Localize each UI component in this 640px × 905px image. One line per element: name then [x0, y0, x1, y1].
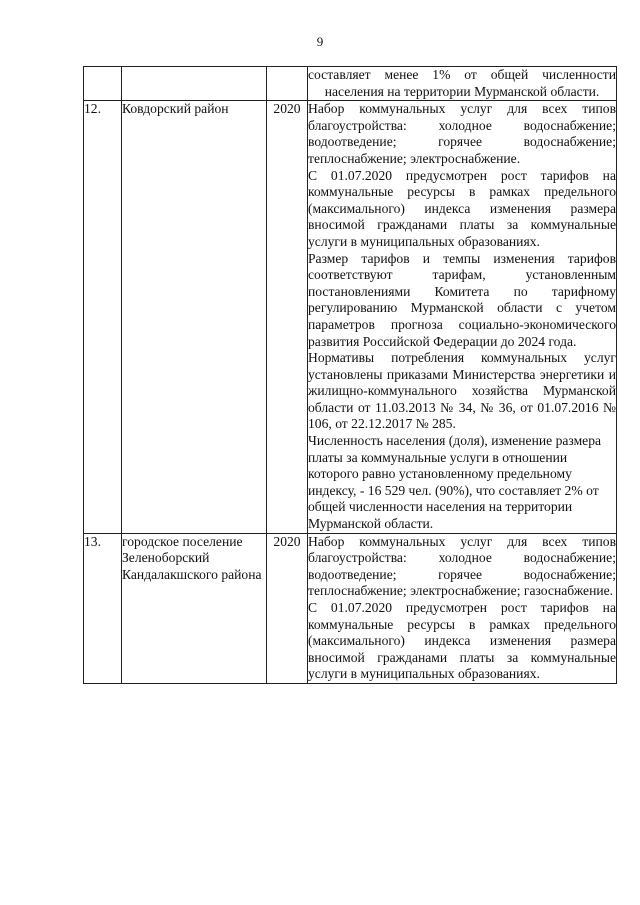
- row-year: 2020: [267, 101, 308, 533]
- description-cell: [308, 67, 617, 101]
- table-row: [84, 533, 617, 683]
- description-cell: [308, 533, 617, 683]
- table-row: [84, 101, 617, 533]
- municipality-name: Ковдорский район: [122, 101, 267, 533]
- description-paragraph: Набор коммунальных услуг для всех типов благоустройства: холодное водоснабжение; водоотведение; горячее водоснабжение; теплоснабжение; электроснабжение.: [308, 101, 616, 166]
- municipality-name: [122, 67, 267, 101]
- row-year: [267, 67, 308, 101]
- description-paragraph: Набор коммунальных услуг для всех типов благоустройства: холодное водоснабжение; водоотведение; горячее водоснабжение; теплоснабжение; электроснабжение; газоснабжение.: [308, 533, 616, 599]
- description-paragraph: составляет менее 1% от общей численности населения на территории Мурманской области.: [308, 67, 616, 99]
- row-year: 2020: [267, 533, 308, 683]
- description-paragraph: С 01.07.2020 предусмотрен рост тарифов на коммунальные ресурсы в рамках предельного (максимального) индекса изменения размера вносимой гражданами платы за коммунальные услуги в муниципальных образованиях.: [308, 167, 616, 249]
- municipality-name: городское поселение Зеленоборский Кандалакшского района: [122, 533, 267, 683]
- description-paragraph: С 01.07.2020 предусмотрен рост тарифов на коммунальные ресурсы в рамках предельного (максимального) индекса изменения размера вносимой гражданами платы за коммунальные услуги в муниципальных образованиях.: [308, 600, 616, 682]
- table-row: [84, 67, 617, 101]
- description-paragraph: Размер тарифов и темпы изменения тарифов соответствуют тарифам, установленным постановлениями Комитета по тарифному регулированию Мурманской области с учетом параметров прогноза социально-экономического развития Российской Федерации до 2024 года.: [308, 250, 616, 349]
- page-number: 9: [316, 34, 324, 49]
- document-table: [83, 66, 617, 684]
- description-paragraph: Нормативы потребления коммунальных услуг установлены приказами Министерства энергетики и жилищно-коммунального хозяйства Мурманской области от 11.03.2013 № 34, № 36, от 01.07.2016 № 106, от 22.12.2017 № 285.: [308, 350, 616, 432]
- description-cell: [308, 101, 617, 533]
- description-paragraph: Численность населения (доля), изменение размера платы за коммунальные услуги в отношении которого равно установленному предельному индексу, - 16 529 чел. (90%), что составляет 2% от общей численности населения на территории Мурманской области.: [308, 433, 602, 532]
- row-number: 13.: [84, 533, 122, 683]
- row-number: 12.: [84, 101, 122, 533]
- row-number: [84, 67, 122, 101]
